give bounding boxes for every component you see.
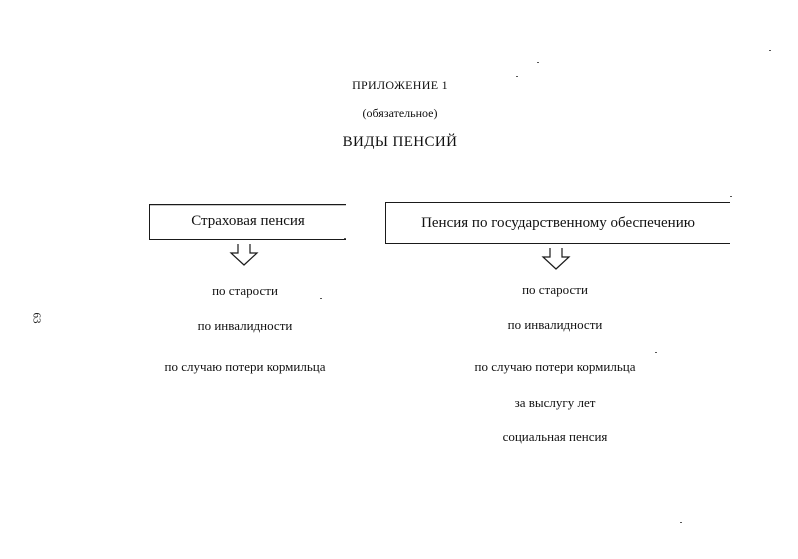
state-item-disability: по инвалидности — [507, 317, 603, 332]
appendix-label: ПРИЛОЖЕНИЕ 1 — [352, 78, 448, 92]
state-item-survivor: по случаю потери кормильца — [474, 359, 636, 374]
page-number: 63 — [30, 312, 43, 324]
state-item-old-age: по старости — [522, 282, 588, 297]
state-down-arrow-icon — [541, 248, 571, 270]
insurance-item-disability: по инвалидности — [197, 318, 293, 333]
scan-speck — [680, 522, 682, 523]
scan-speck — [537, 62, 539, 63]
insurance-item-old-age: по старости — [212, 283, 278, 298]
scan-speck — [769, 50, 771, 51]
scan-speck — [320, 298, 322, 299]
scan-speck — [344, 238, 346, 239]
insurance-item-survivor: по случаю потери кормильца — [164, 359, 326, 374]
page-title: ВИДЫ ПЕНСИЙ — [342, 134, 458, 150]
state-item-service-years: за выслугу лет — [514, 395, 596, 410]
insurance-pension-label: Страховая пенсия — [191, 213, 305, 229]
mandatory-note: (обязательное) — [362, 106, 438, 120]
insurance-down-arrow-icon — [229, 244, 259, 266]
scan-speck — [730, 196, 732, 197]
scan-speck — [516, 76, 518, 77]
state-pension-label: Пенсия по государственному обеспечению — [421, 214, 695, 231]
scan-speck — [655, 352, 657, 353]
state-pension-box — [385, 202, 730, 244]
state-item-social: социальная пенсия — [502, 429, 608, 444]
insurance-pension-box — [149, 204, 346, 240]
